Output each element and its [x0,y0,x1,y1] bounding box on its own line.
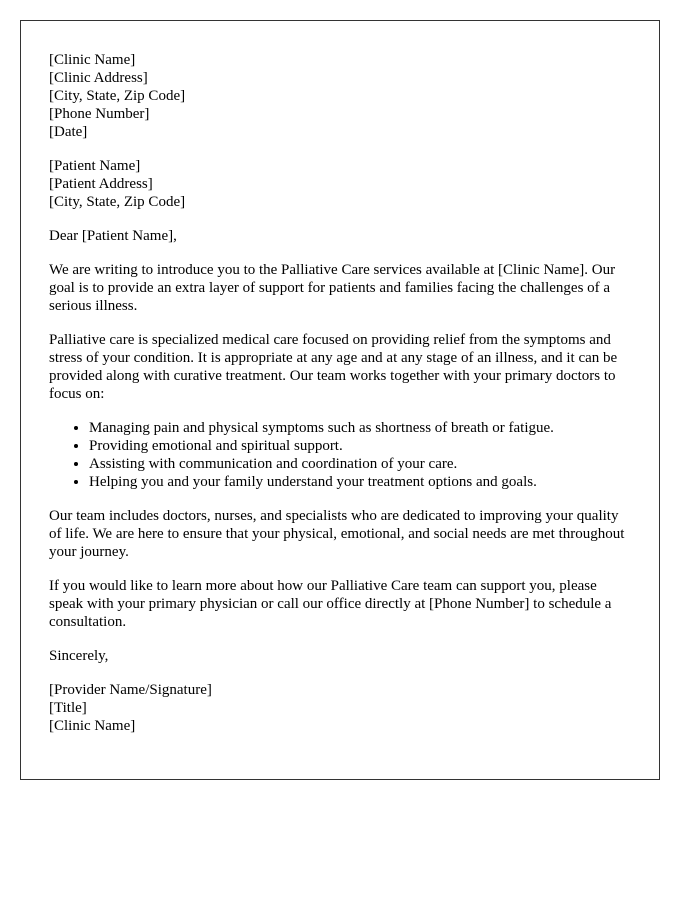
provider-signature: [Provider Name/Signature] [49,682,212,698]
palliative-care-paragraph: Palliative care is specialized medical care focused on providing relief from the symptoms and stress of your condition. It is appropriate at any age and at any stage of an illness, and it can be provided along with curative treatment. Our team works together with your primary doctors to focus on: [49,332,618,402]
list-item: • Providing emotional and spiritual support. [89,437,631,455]
signature-block [49,681,631,735]
letter-page [20,20,660,780]
sender-clinic-address: [Clinic Address] [49,70,148,86]
team-paragraph: Our team includes doctors, nurses, and specialists who are dedicated to improving your quality of life. We are here to ensure that your physical, emotional, and social needs are met throughout your journey. [49,508,625,560]
sender-clinic-name: [Clinic Name] [49,52,136,68]
letter-date: [Date] [49,124,88,140]
provider-title: [Title] [49,700,87,716]
salutation: Dear [Patient Name], [49,228,177,244]
contact-paragraph: If you would like to learn more about how our Palliative Care team can support you, please speak with your primary physician or call our office directly at [Phone Number] to schedule a consultation. [49,578,612,630]
list-item: • Assisting with communication and coordination of your care. [89,455,631,473]
focus-list [49,419,631,491]
recipient-address-block [49,157,631,211]
list-item: • Helping you and your family understand your treatment options and goals. [89,473,631,491]
recipient-name: [Patient Name] [49,158,141,174]
sender-city-state-zip: [City, State, Zip Code] [49,88,186,104]
sender-address-block [49,51,631,141]
signature-clinic-name: [Clinic Name] [49,718,136,734]
list-item: • Managing pain and physical symptoms such as shortness of breath or fatigue. [89,419,631,437]
valediction: Sincerely, [49,648,109,664]
recipient-city-state-zip: [City, State, Zip Code] [49,194,186,210]
recipient-address: [Patient Address] [49,176,153,192]
intro-paragraph: We are writing to introduce you to the Palliative Care services available at [Clinic Name]. Our goal is to provide an extra layer of support for patients and families facing the challenges of a serious illness. [49,262,616,314]
sender-phone: [Phone Number] [49,106,150,122]
